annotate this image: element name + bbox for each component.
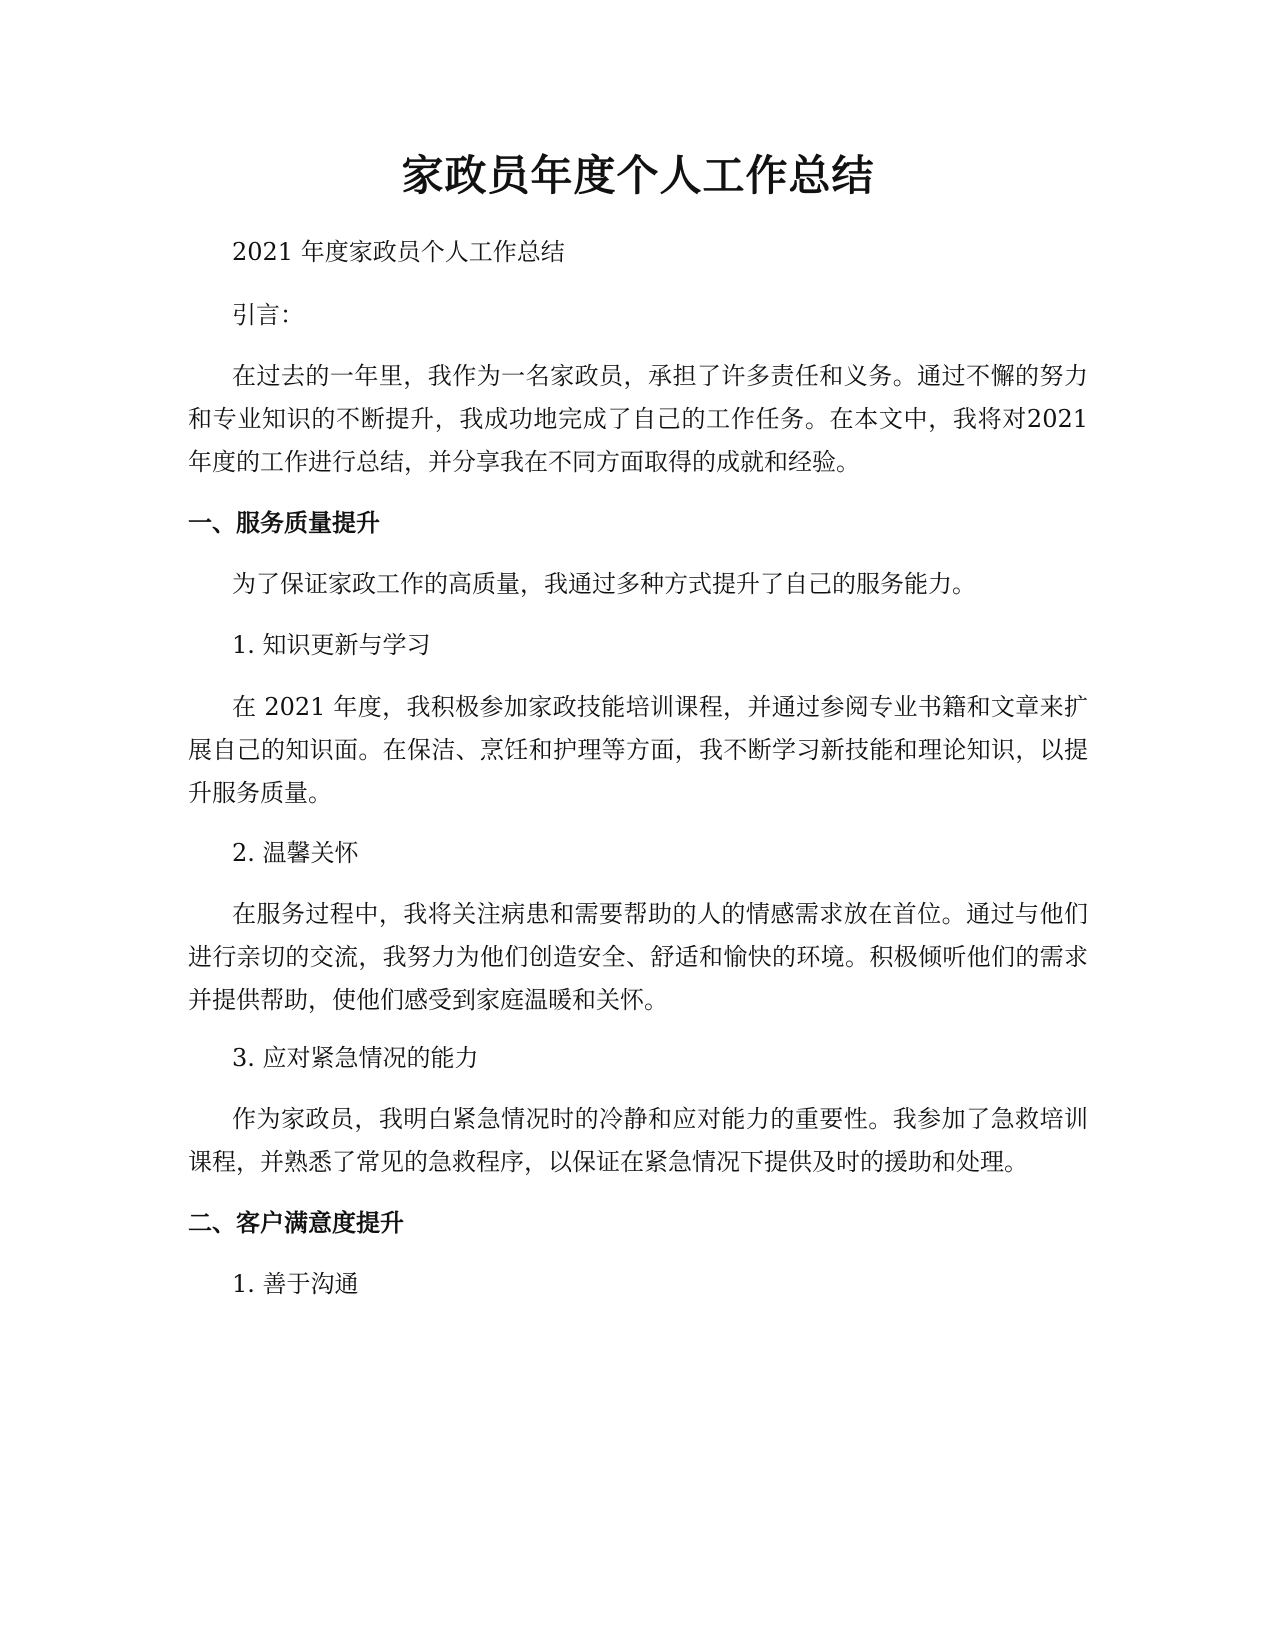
section-heading-service-quality: 一、服务质量提升 xyxy=(188,509,380,537)
item-title-communication: 1. 善于沟通 xyxy=(232,1270,359,1298)
item-title-emergency: 3. 应对紧急情况的能力 xyxy=(232,1044,479,1072)
item-title-knowledge: 1. 知识更新与学习 xyxy=(232,631,431,659)
document-title: 家政员年度个人工作总结 xyxy=(401,151,875,200)
intro-paragraph: 在过去的一年里，我作为一名家政员，承担了许多责任和义务。通过不懈的努力和专业知识的不断提升，我成功地完成了自己的工作任务。在本文中，我将对2021 年度的工作进行总结，并分享我在不同方面取得的成就和经验。 xyxy=(188,362,1088,476)
item-text-emergency: 作为家政员，我明白紧急情况时的冷静和应对能力的重要性。我参加了急救培训课程，并熟悉了常见的急救程序，以保证在紧急情况下提供及时的援助和处理。 xyxy=(188,1105,1088,1176)
section-heading-customer-satisfaction: 二、客户满意度提升 xyxy=(188,1209,404,1237)
section-lead-paragraph: 为了保证家政工作的高质量，我通过多种方式提升了自己的服务能力。 xyxy=(232,570,976,598)
intro-label: 引言： xyxy=(232,301,304,329)
document-subtitle: 2021 年度家政员个人工作总结 xyxy=(232,238,565,266)
item-title-care: 2. 温馨关怀 xyxy=(232,839,359,867)
item-text-care: 在服务过程中，我将关注病患和需要帮助的人的情感需求放在首位。通过与他们进行亲切的交流，我努力为他们创造安全、舒适和愉快的环境。积极倾听他们的需求并提供帮助，使他们感受到家庭温暖和关怀。 xyxy=(188,900,1088,1014)
item-text-knowledge: 在 2021 年度，我积极参加家政技能培训课程，并通过参阅专业书籍和文章来扩展自己的知识面。在保洁、烹饪和护理等方面，我不断学习新技能和理论知识，以提升服务质量。 xyxy=(188,693,1088,807)
